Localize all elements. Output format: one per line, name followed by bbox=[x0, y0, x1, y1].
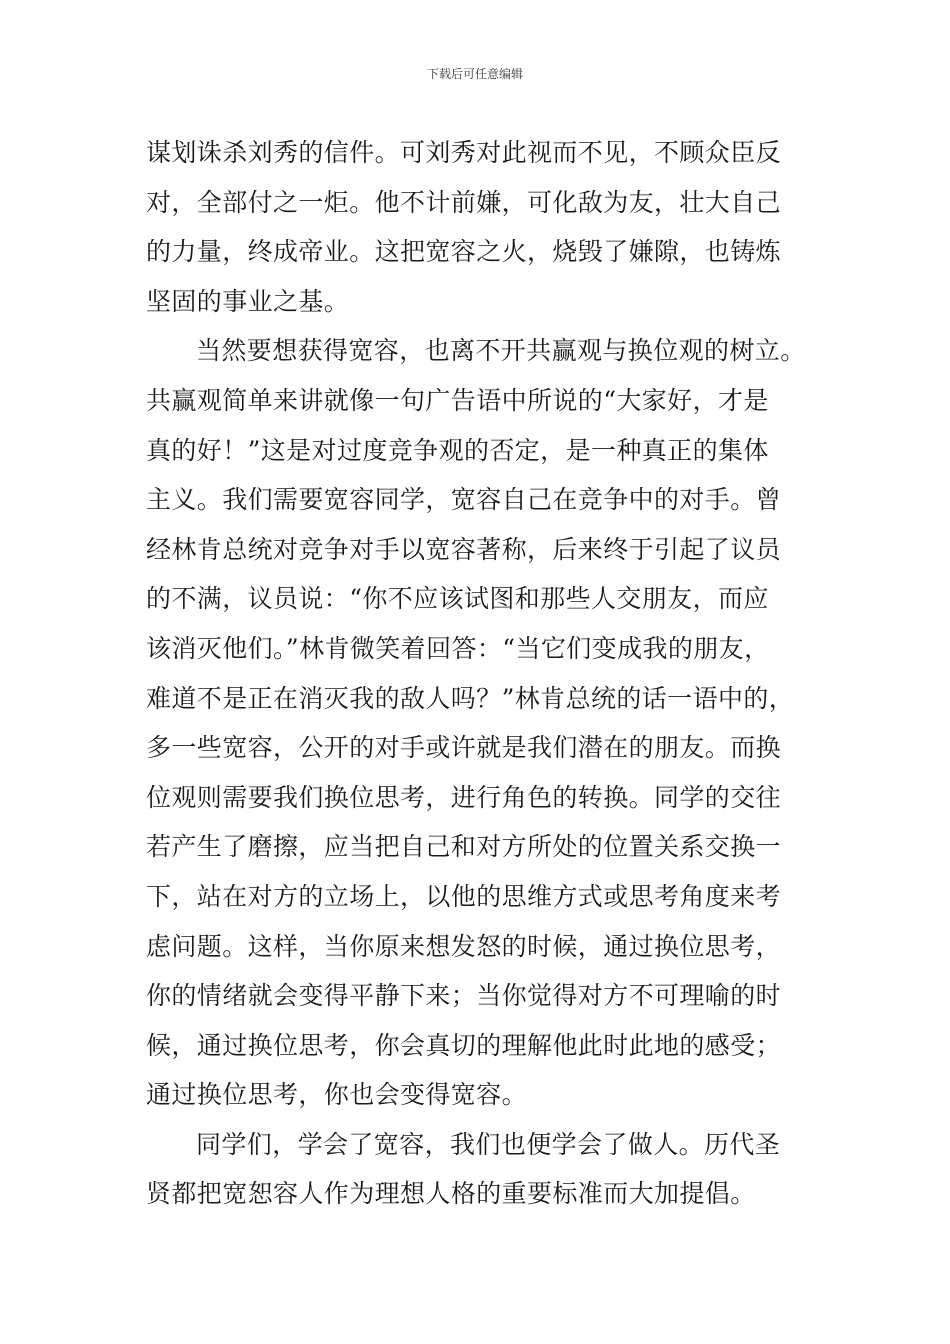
paragraph-2 bbox=[146, 326, 816, 1120]
text-line: 坚固的事业之基。 bbox=[146, 286, 350, 316]
text-line: 贤都把宽恕容人作为理想人格的重要标准而大加提倡。 bbox=[146, 1179, 756, 1209]
text-line: 难道不是正在消灭我的敌人吗？”林肯总统的话一语中的， bbox=[146, 683, 795, 713]
text-line: 的力量，终成帝业。这把宽容之火，烧毁了嫌隙，也铸炼 bbox=[146, 237, 782, 267]
text-line: 当然要想获得宽容，也离不开共赢观与换位观的树立。 bbox=[196, 336, 806, 366]
text-line: 经林肯总统对竞争对手以宽容著称，后来终于引起了议员 bbox=[146, 534, 782, 564]
text-line: 同学们，学会了宽容，我们也便学会了做人。历代圣 bbox=[196, 1129, 781, 1159]
page-header: 下载后可任意编辑 bbox=[426, 67, 523, 81]
paragraph-1 bbox=[146, 128, 816, 326]
paragraph-3 bbox=[146, 1120, 816, 1219]
text-line: 谋划诛杀刘秀的信件。可刘秀对此视而不见，不顾众臣反 bbox=[146, 138, 782, 167]
text-line: 位观则需要我们换位思考，进行角色的转换。同学的交往 bbox=[146, 782, 782, 812]
text-line: 主义。我们需要宽容同学，宽容自己在竞争中的对手。曾 bbox=[146, 485, 782, 515]
text-line: 对，全部付之一炬。他不计前嫌，可化敌为友，壮大自己 bbox=[146, 187, 782, 217]
text-line: 真的好！”这是对过度竞争观的否定，是一种真正的集体 bbox=[146, 435, 769, 465]
text-line: 虑问题。这样，当你原来想发怒的时候，通过换位思考， bbox=[146, 931, 782, 961]
text-line: 的不满，议员说：“你不应该试图和那些人交朋友，而应 bbox=[146, 584, 769, 614]
text-line: 若产生了磨擦，应当把自己和对方所处的位置关系交换一 bbox=[146, 832, 782, 862]
text-line: 候，通过换位思考，你会真切的理解他此时此地的感受； bbox=[146, 1030, 782, 1060]
text-line: 该消灭他们。”林肯微笑着回答：“当它们变成我的朋友， bbox=[146, 633, 770, 663]
text-line: 共赢观简单来讲就像一句广告语中所说的“大家好，才是 bbox=[146, 385, 769, 415]
text-line: 下，站在对方的立场上，以他的思维方式或思考角度来考 bbox=[146, 881, 782, 911]
text-line: 多一些宽容，公开的对手或许就是我们潜在的朋友。而换 bbox=[146, 733, 782, 763]
document-body bbox=[146, 128, 816, 1219]
text-line: 你的情绪就会变得平静下来；当你觉得对方不可理喻的时 bbox=[146, 981, 782, 1011]
text-line: 通过换位思考，你也会变得宽容。 bbox=[146, 1080, 528, 1110]
